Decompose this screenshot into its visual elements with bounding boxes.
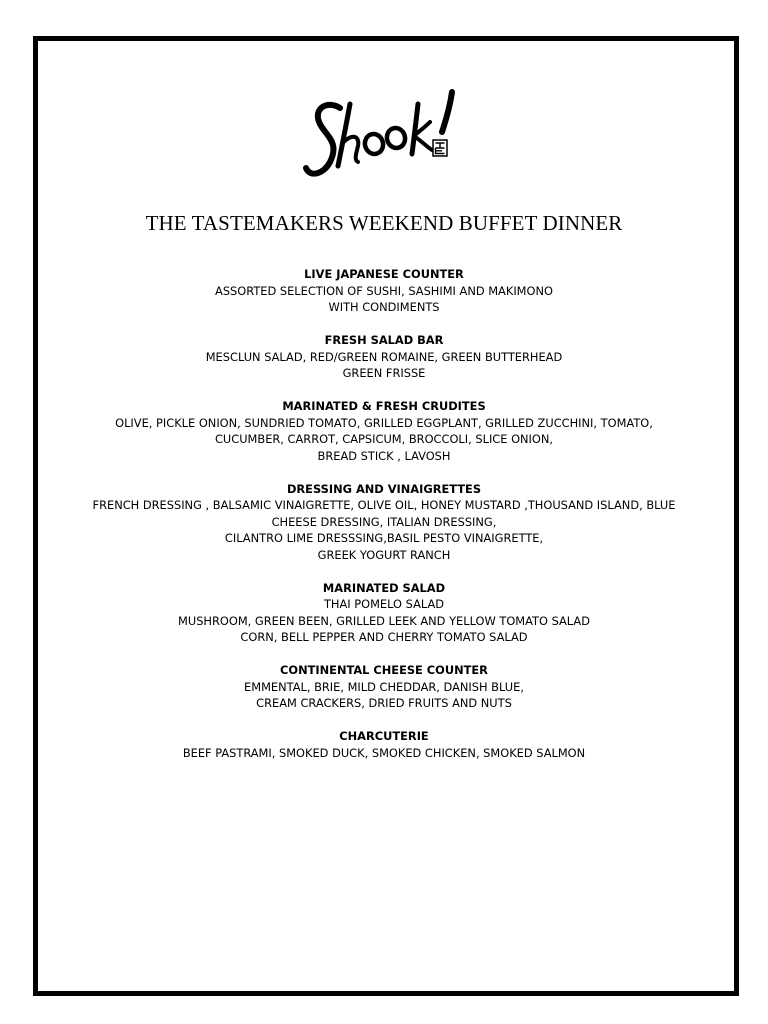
menu-item-line: ASSORTED SELECTION OF SUSHI, SASHIMI AND MAKIMONO [215,283,553,298]
menu-item-line: CHEESE DRESSING, ITALIAN DRESSING, [271,514,497,529]
section-heading: MARINATED SALAD [322,580,446,595]
menu-item-line: CUCUMBER, CARROT, CAPSICUM, BROCCOLI, SLICE ONION, [214,432,554,446]
menu-item-line: GREEK YOGURT RANCH [317,547,451,562]
menu-item-line: FRENCH DRESSING , BALSAMIC VINAIGRETTE, OLIVE OIL, HONEY MUSTARD ,THOUSAND ISLAND, BLUE [92,498,676,512]
section-heading: CONTINENTAL CHEESE COUNTER [280,663,488,677]
menu-item-line: THAI POMELO SALAD [323,597,445,611]
section-heading: DRESSING AND VINAIGRETTES [286,481,482,496]
menu-item-line: CREAM CRACKERS, DRIED FRUITS AND NUTS [256,696,512,710]
menu-section [40,481,728,564]
page-title: THE TASTEMAKERS WEEKEND BUFFET DINNER [145,211,623,235]
menu-section [40,266,728,316]
menu-item-line: OLIVE, PICKLE ONION, SUNDRIED TOMATO, GRILLED EGGPLANT, GRILLED ZUCCHINI, TOMATO, [115,415,653,430]
menu-item-line: WITH CONDIMENTS [328,300,440,314]
menu-item-line: CILANTRO LIME DRESSSING,BASIL PESTO VINAIGRETTE, [224,531,544,545]
menu-item-line: BREAD STICK , LAVOSH [317,448,451,463]
menu-item-line: EMMENTAL, BRIE, MILD CHEDDAR, DANISH BLUE, [244,679,524,694]
menu-section [40,332,728,382]
shook-logo [300,86,470,186]
section-heading: LIVE JAPANESE COUNTER [304,267,464,281]
section-heading: FRESH SALAD BAR [324,333,444,347]
section-heading: MARINATED & FRESH CRUDITES [282,399,486,413]
menu-section [40,662,728,712]
menu-item-line: CORN, BELL PEPPER AND CHERRY TOMATO SALAD [240,630,528,644]
menu-section [40,728,728,761]
section-heading: CHARCUTERIE [339,729,429,743]
menu-sections [40,266,728,778]
menu-section [40,398,728,464]
menu-section [40,580,728,646]
menu-item-line: GREEN FRISSE [342,366,426,380]
menu-item-line: MUSHROOM, GREEN BEEN, GRILLED LEEK AND YELLOW TOMATO SALAD [178,613,590,628]
menu-item-line: MESCLUN SALAD, RED/GREEN ROMAINE, GREEN BUTTERHEAD [205,349,563,364]
menu-item-line: BEEF PASTRAMI, SMOKED DUCK, SMOKED CHICKEN, SMOKED SALMON [182,745,586,760]
